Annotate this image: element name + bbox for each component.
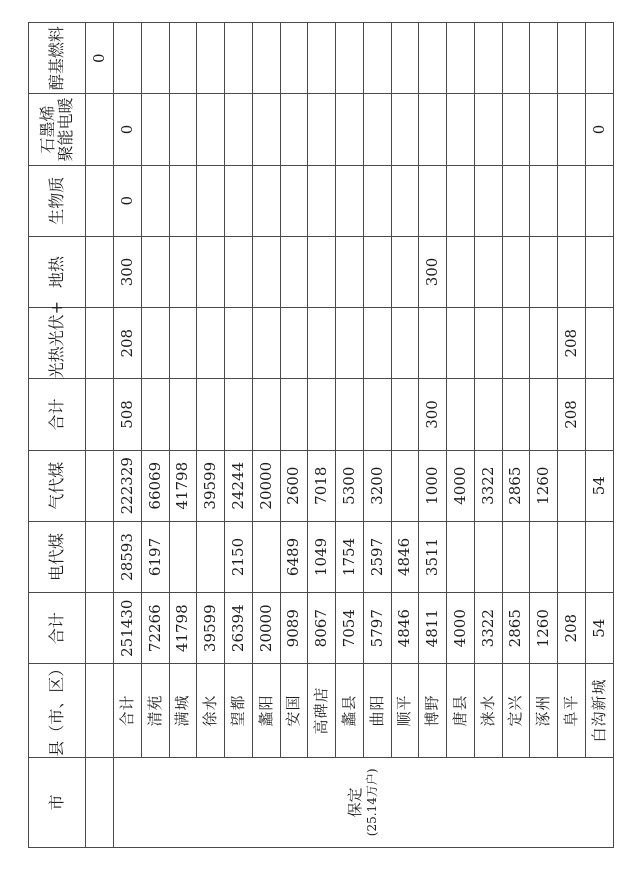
value-cell (530, 165, 558, 236)
value-cell (336, 308, 364, 379)
value-cell: 7054 (336, 593, 364, 664)
value-cell (474, 379, 502, 450)
value-cell (474, 94, 502, 165)
value-cell (502, 165, 530, 236)
value-cell (141, 379, 169, 450)
table-row (225, 23, 253, 848)
value-cell (197, 94, 225, 165)
value-cell: 0 (585, 94, 613, 165)
value-cell (447, 236, 475, 307)
city-name: 保定 (346, 787, 365, 818)
value-cell (308, 308, 336, 379)
value-cell (280, 94, 308, 165)
header-city: 市 (29, 757, 86, 847)
value-cell (502, 23, 530, 94)
value-cell (363, 23, 391, 94)
value-cell (447, 23, 475, 94)
first-row-value (86, 450, 114, 521)
table-row (252, 23, 280, 848)
value-cell (225, 165, 253, 236)
table-row (558, 23, 586, 848)
first-row-value (86, 521, 114, 592)
value-cell: 54 (585, 593, 613, 664)
heating-conversion-table (28, 22, 614, 848)
value-cell: 208 (558, 379, 586, 450)
value-cell (141, 165, 169, 236)
value-cell: 1260 (530, 593, 558, 664)
value-cell (585, 236, 613, 307)
county-cell: 白沟新城 (585, 664, 613, 757)
table-body (29, 23, 614, 848)
value-cell (169, 94, 197, 165)
county-cell: 安国 (280, 664, 308, 757)
value-cell (225, 94, 253, 165)
first-row-value (86, 593, 114, 664)
table-row (197, 23, 225, 848)
value-cell: 4000 (447, 450, 475, 521)
first-row-value (86, 308, 114, 379)
value-cell: 24244 (225, 450, 253, 521)
header-row (29, 23, 86, 848)
value-cell (308, 94, 336, 165)
first-row-value (86, 94, 114, 165)
city-cell (114, 757, 614, 847)
header-electric: 电代煤 (29, 521, 86, 592)
value-cell: 39599 (197, 450, 225, 521)
value-cell (474, 308, 502, 379)
value-cell (502, 236, 530, 307)
value-cell (474, 236, 502, 307)
county-cell: 定兴 (502, 664, 530, 757)
value-cell (169, 521, 197, 592)
value-cell (530, 23, 558, 94)
value-cell (197, 521, 225, 592)
value-cell (197, 236, 225, 307)
value-cell (391, 308, 419, 379)
value-cell (363, 94, 391, 165)
value-cell (502, 308, 530, 379)
value-cell (391, 379, 419, 450)
value-cell (225, 23, 253, 94)
header-gas: 气代煤 (29, 450, 86, 521)
value-cell (280, 308, 308, 379)
value-cell (447, 94, 475, 165)
value-cell (419, 23, 447, 94)
value-cell: 3322 (474, 593, 502, 664)
value-cell (169, 308, 197, 379)
value-cell (585, 23, 613, 94)
county-cell: 阜平 (558, 664, 586, 757)
value-cell (252, 308, 280, 379)
value-cell: 7018 (308, 450, 336, 521)
value-cell: 2597 (363, 521, 391, 592)
first-row-value (86, 236, 114, 307)
value-cell (308, 379, 336, 450)
table-row (447, 23, 475, 848)
value-cell (585, 165, 613, 236)
value-cell: 4811 (419, 593, 447, 664)
value-cell (447, 379, 475, 450)
value-cell (419, 94, 447, 165)
table-row (336, 23, 364, 848)
value-cell (225, 379, 253, 450)
value-cell: 26394 (225, 593, 253, 664)
value-cell (585, 521, 613, 592)
value-cell (363, 308, 391, 379)
table-row (530, 23, 558, 848)
value-cell: 39599 (197, 593, 225, 664)
table-row (419, 23, 447, 848)
value-cell (502, 94, 530, 165)
value-cell (308, 23, 336, 94)
value-cell (336, 94, 364, 165)
county-cell: 蠡阳 (252, 664, 280, 757)
value-cell (280, 236, 308, 307)
table-row (502, 23, 530, 848)
table-row (169, 23, 197, 848)
value-cell: 1000 (419, 450, 447, 521)
value-cell: 2150 (225, 521, 253, 592)
value-cell (530, 94, 558, 165)
value-cell: 20000 (252, 450, 280, 521)
county-cell: 曲阳 (363, 664, 391, 757)
value-cell: 8067 (308, 593, 336, 664)
header-graphene-line1: 石墨烯 (37, 105, 57, 154)
header-biomass: 生物质 (29, 165, 86, 236)
value-cell (530, 308, 558, 379)
value-cell (336, 236, 364, 307)
value-cell: 2865 (502, 450, 530, 521)
value-cell: 5797 (363, 593, 391, 664)
value-cell (502, 521, 530, 592)
value-cell (447, 308, 475, 379)
first-row-value (86, 165, 114, 236)
value-cell (474, 521, 502, 592)
value-cell (141, 236, 169, 307)
value-cell: 2865 (502, 593, 530, 664)
value-cell: 208 (558, 308, 586, 379)
value-cell: 300 (419, 379, 447, 450)
county-cell: 清苑 (141, 664, 169, 757)
table-row (308, 23, 336, 848)
county-cell: 博野 (419, 664, 447, 757)
county-cell: 顺平 (391, 664, 419, 757)
header-clean-total: 合计 (29, 379, 86, 450)
value-cell (252, 236, 280, 307)
value-cell (252, 521, 280, 592)
value-cell: 4846 (391, 521, 419, 592)
value-cell: 4000 (447, 593, 475, 664)
value-cell (336, 165, 364, 236)
table-row (141, 23, 169, 848)
value-cell (391, 94, 419, 165)
value-cell (169, 236, 197, 307)
county-cell: 涿州 (530, 664, 558, 757)
rotated-table-page (28, 22, 614, 848)
value-cell (280, 379, 308, 450)
first-row-county (86, 664, 114, 757)
value-cell (252, 379, 280, 450)
value-cell (391, 23, 419, 94)
value-cell: 2600 (280, 450, 308, 521)
value-cell (530, 379, 558, 450)
value-cell: 300 (419, 236, 447, 307)
first-row-value (86, 379, 114, 450)
table-row (474, 23, 502, 848)
value-cell (502, 379, 530, 450)
table-row (585, 23, 613, 848)
value-cell: 9089 (280, 593, 308, 664)
value-cell (363, 165, 391, 236)
value-cell (252, 165, 280, 236)
city-households: (25.14万户) (365, 768, 380, 837)
table-row (114, 23, 142, 848)
value-cell (141, 308, 169, 379)
value-cell (474, 165, 502, 236)
value-cell (391, 236, 419, 307)
value-cell (363, 236, 391, 307)
value-cell: 72266 (141, 593, 169, 664)
value-cell (252, 94, 280, 165)
value-cell: 208 (558, 593, 586, 664)
value-cell: 508 (114, 379, 142, 450)
value-cell (197, 23, 225, 94)
value-cell (363, 379, 391, 450)
value-cell (558, 94, 586, 165)
county-cell: 满城 (169, 664, 197, 757)
value-cell (114, 23, 142, 94)
value-cell: 222329 (114, 450, 142, 521)
value-cell (252, 23, 280, 94)
table-row (280, 23, 308, 848)
value-cell (558, 165, 586, 236)
header-graphene (29, 94, 86, 165)
value-cell: 5300 (336, 450, 364, 521)
value-cell (391, 165, 419, 236)
first-data-row (86, 23, 114, 848)
header-solar: 光热光伏+ (29, 308, 86, 379)
value-cell (225, 308, 253, 379)
header-total: 合计 (29, 593, 86, 664)
value-cell: 1754 (336, 521, 364, 592)
value-cell (585, 379, 613, 450)
value-cell: 41798 (169, 593, 197, 664)
value-cell (558, 450, 586, 521)
value-cell: 3322 (474, 450, 502, 521)
value-cell (336, 23, 364, 94)
value-cell: 1260 (530, 450, 558, 521)
value-cell (197, 165, 225, 236)
value-cell: 0 (114, 94, 142, 165)
value-cell (530, 521, 558, 592)
value-cell: 66069 (141, 450, 169, 521)
value-cell: 3511 (419, 521, 447, 592)
value-cell (419, 165, 447, 236)
value-cell: 54 (585, 450, 613, 521)
table-row (391, 23, 419, 848)
county-cell: 合计 (114, 664, 142, 757)
value-cell: 20000 (252, 593, 280, 664)
county-cell: 蠡县 (336, 664, 364, 757)
value-cell (141, 23, 169, 94)
value-cell (558, 23, 586, 94)
value-cell (141, 94, 169, 165)
value-cell: 1049 (308, 521, 336, 592)
value-cell (280, 165, 308, 236)
value-cell (585, 308, 613, 379)
county-cell: 高碑店 (308, 664, 336, 757)
value-cell: 28593 (114, 521, 142, 592)
value-cell (225, 236, 253, 307)
header-geothermal: 地热 (29, 236, 86, 307)
header-methanol: 醇基燃料 (29, 23, 86, 94)
value-cell: 208 (114, 308, 142, 379)
value-cell (197, 308, 225, 379)
value-cell (169, 165, 197, 236)
value-cell (308, 236, 336, 307)
header-county: 县（市、区） (29, 664, 86, 757)
county-cell: 涞水 (474, 664, 502, 757)
value-cell (391, 450, 419, 521)
value-cell (169, 379, 197, 450)
value-cell (419, 308, 447, 379)
value-cell: 3200 (363, 450, 391, 521)
header-graphene-line2: 聚能电暖 (56, 97, 76, 162)
value-cell (336, 379, 364, 450)
value-cell: 6489 (280, 521, 308, 592)
value-cell (308, 165, 336, 236)
value-cell: 0 (114, 165, 142, 236)
value-cell (530, 236, 558, 307)
value-cell (447, 165, 475, 236)
first-row-city (86, 757, 114, 847)
value-cell: 4846 (391, 593, 419, 664)
value-cell (197, 379, 225, 450)
county-cell: 望都 (225, 664, 253, 757)
value-cell: 300 (114, 236, 142, 307)
county-cell: 徐水 (197, 664, 225, 757)
value-cell (169, 23, 197, 94)
value-cell: 41798 (169, 450, 197, 521)
value-cell (280, 23, 308, 94)
value-cell (558, 521, 586, 592)
value-cell: 6197 (141, 521, 169, 592)
value-cell (447, 521, 475, 592)
first-row-value: 0 (86, 23, 114, 94)
table-row (363, 23, 391, 848)
value-cell (474, 23, 502, 94)
value-cell: 251430 (114, 593, 142, 664)
value-cell (558, 236, 586, 307)
county-cell: 唐县 (447, 664, 475, 757)
